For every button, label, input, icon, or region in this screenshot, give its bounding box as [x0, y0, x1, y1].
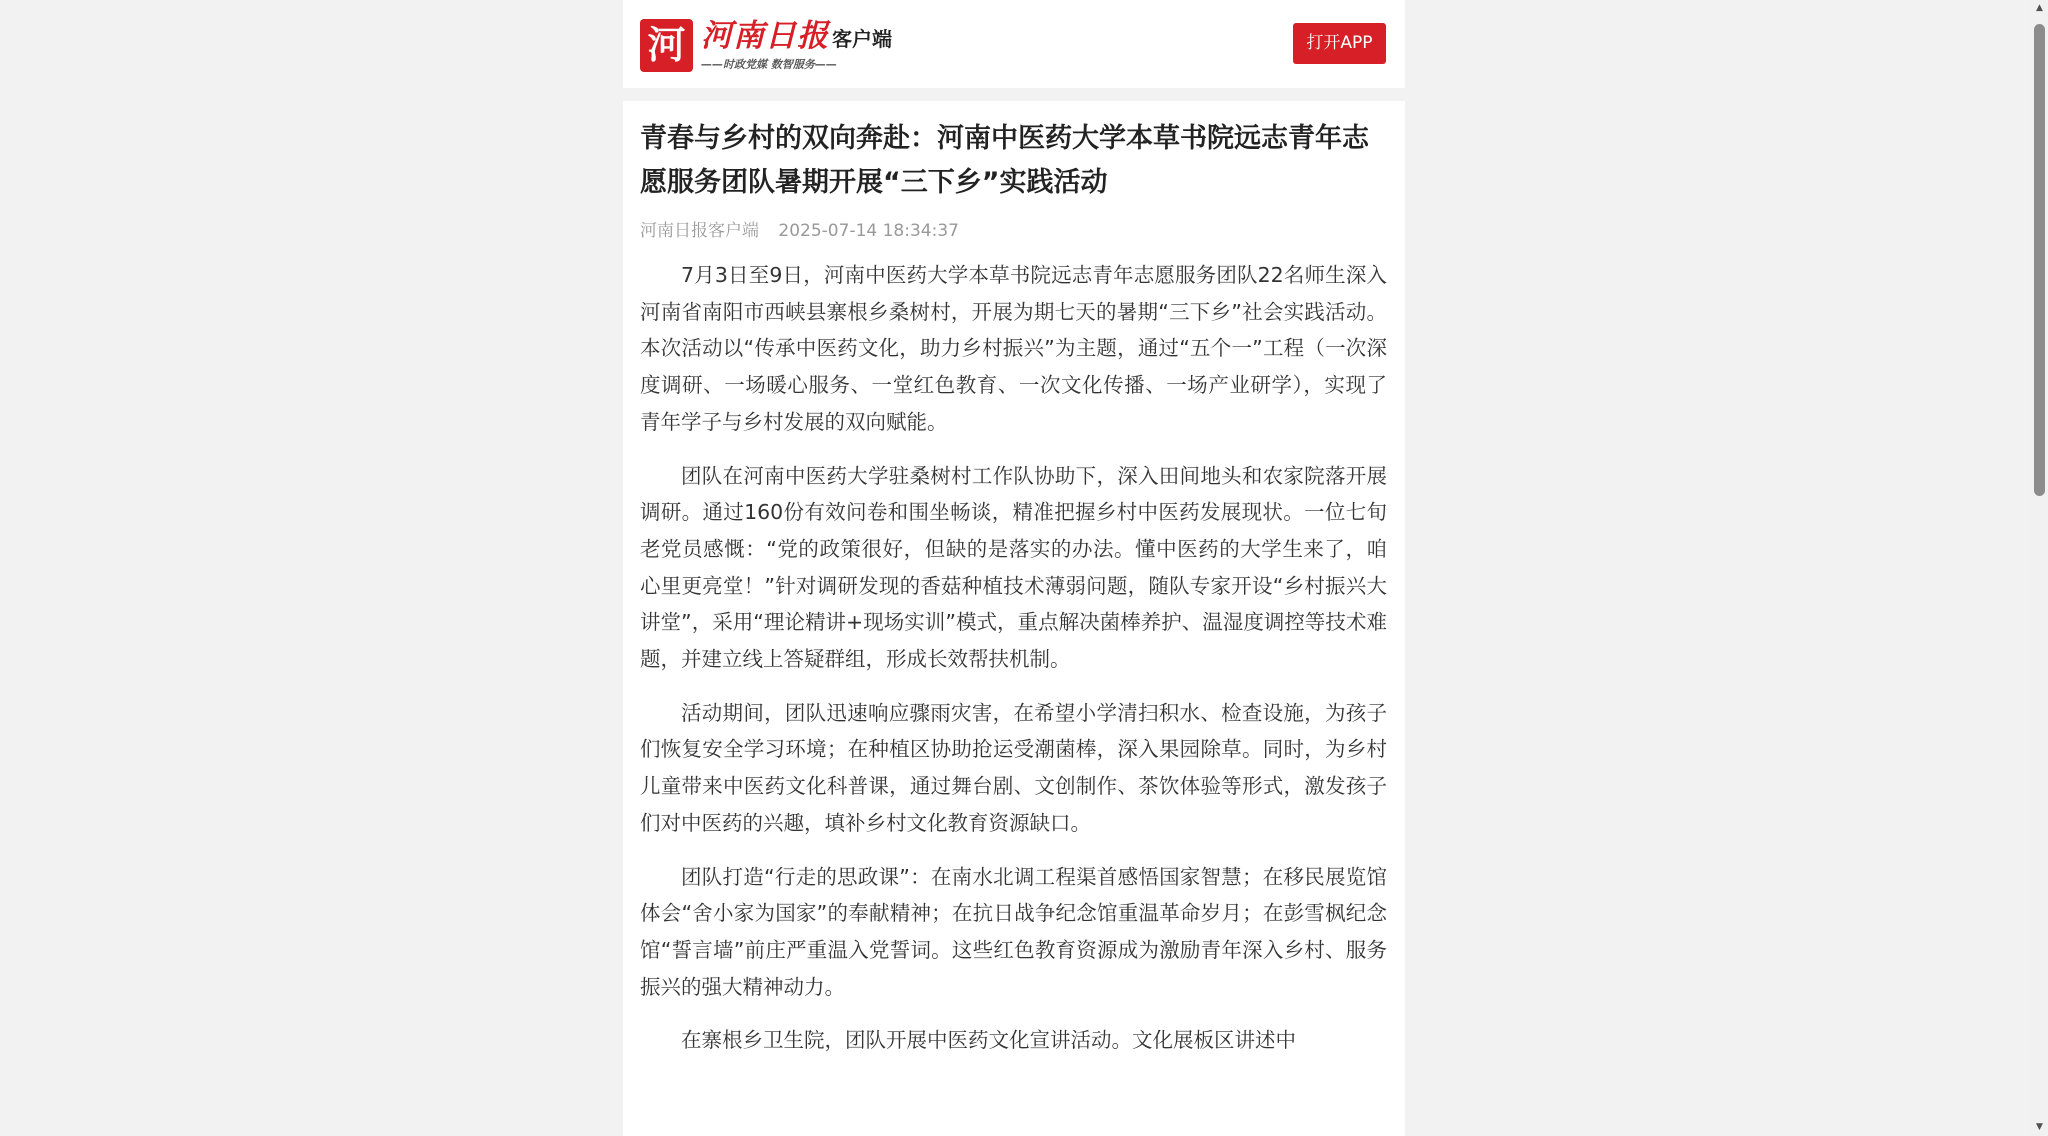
article-paragraph: 活动期间，团队迅速响应骤雨灾害，在希望小学清扫积水、检查设施，为孩子们恢复安全学习环境；在种植区协助抢运受潮菌棒，深入果园除草。同时，为乡村儿童带来中医药文化科普课，通过舞台剧、文创制作、茶饮体验等形式，激发孩子们对中医药的兴趣，填补乡村文化教育资源缺口。 — [640, 700, 1387, 835]
scroll-up-arrow-icon[interactable]: ▲ — [2036, 3, 2043, 13]
henan-daily-logo[interactable] — [640, 18, 892, 72]
open-app-button[interactable]: 打开APP — [1293, 23, 1386, 64]
article-datetime: 2025-07-14 18:34:37 — [778, 221, 959, 241]
article-paragraph: 团队打造“行走的思政课”：在南水北调工程渠首感悟国家智慧；在移民展览馆体会“舍小家为国家”的奉献精神；在抗日战争纪念馆重温革命岁月；在彭雪枫纪念馆“誓言墙”前庄严重温入党誓词。这些红色教育资源成为激励青年深入乡村、服务振兴的强大精神动力。 — [640, 864, 1387, 999]
logo-title-row — [701, 18, 892, 54]
logo-mark-icon: 河 — [640, 19, 693, 72]
article-paragraph: 在寨根乡卫生院，团队开展中医药文化宣讲活动。文化展板区讲述中 — [681, 1028, 1296, 1053]
scroll-down-arrow-icon[interactable]: ▼ — [2036, 1122, 2043, 1132]
article-paragraph: 团队在河南中医药大学驻桑树村工作队协助下，深入田间地头和农家院落开展调研。通过160份有效问卷和围坐畅谈，精准把握乡村中医药发展现状。一位七旬老党员感慨：“党的政策很好，但缺的是落实的办法。懂中医药的大学生来了，咱心里更亮堂！”针对调研发现的香菇种植技术薄弱问题，随队专家开设“乡村振兴大讲堂”，采用“理论精讲+现场实训”模式，重点解决菌棒养护、温湿度调控等技术难题，并建立线上答疑群组，形成长效帮扶机制。 — [640, 463, 1387, 672]
site-header — [623, 0, 1405, 88]
vertical-scrollbar[interactable] — [2031, 0, 2048, 1136]
article-meta — [640, 219, 1387, 243]
logo-tagline: ——时政党媒 数智服务—— — [701, 58, 837, 71]
article-paragraph: 7月3日至9日，河南中医药大学本草书院远志青年志愿服务团队22名师生深入河南省南阳市西峡县寨根乡桑树村，开展为期七天的暑期“三下乡”社会实践活动。本次活动以“传承中医药文化，助力乡村振兴”为主题，通过“五个一”工程（一次深度调研、一场暖心服务、一堂红色教育、一次文化传播、一场产业研学），实现了青年学子与乡村发展的双向赋能。 — [640, 263, 1387, 434]
article-source: 河南日报客户端 — [640, 221, 759, 241]
article-title: 青春与乡村的双向奔赴：河南中医药大学本草书院远志青年志愿服务团队暑期开展“三下乡”实践活动 — [640, 123, 1369, 198]
logo-text — [701, 18, 892, 72]
logo-title: 河南日报 — [701, 18, 829, 54]
article-container — [623, 101, 1405, 1136]
logo-suffix: 客户端 — [832, 27, 892, 51]
scrollbar-thumb[interactable] — [2034, 24, 2045, 496]
article-body — [640, 257, 1387, 1059]
